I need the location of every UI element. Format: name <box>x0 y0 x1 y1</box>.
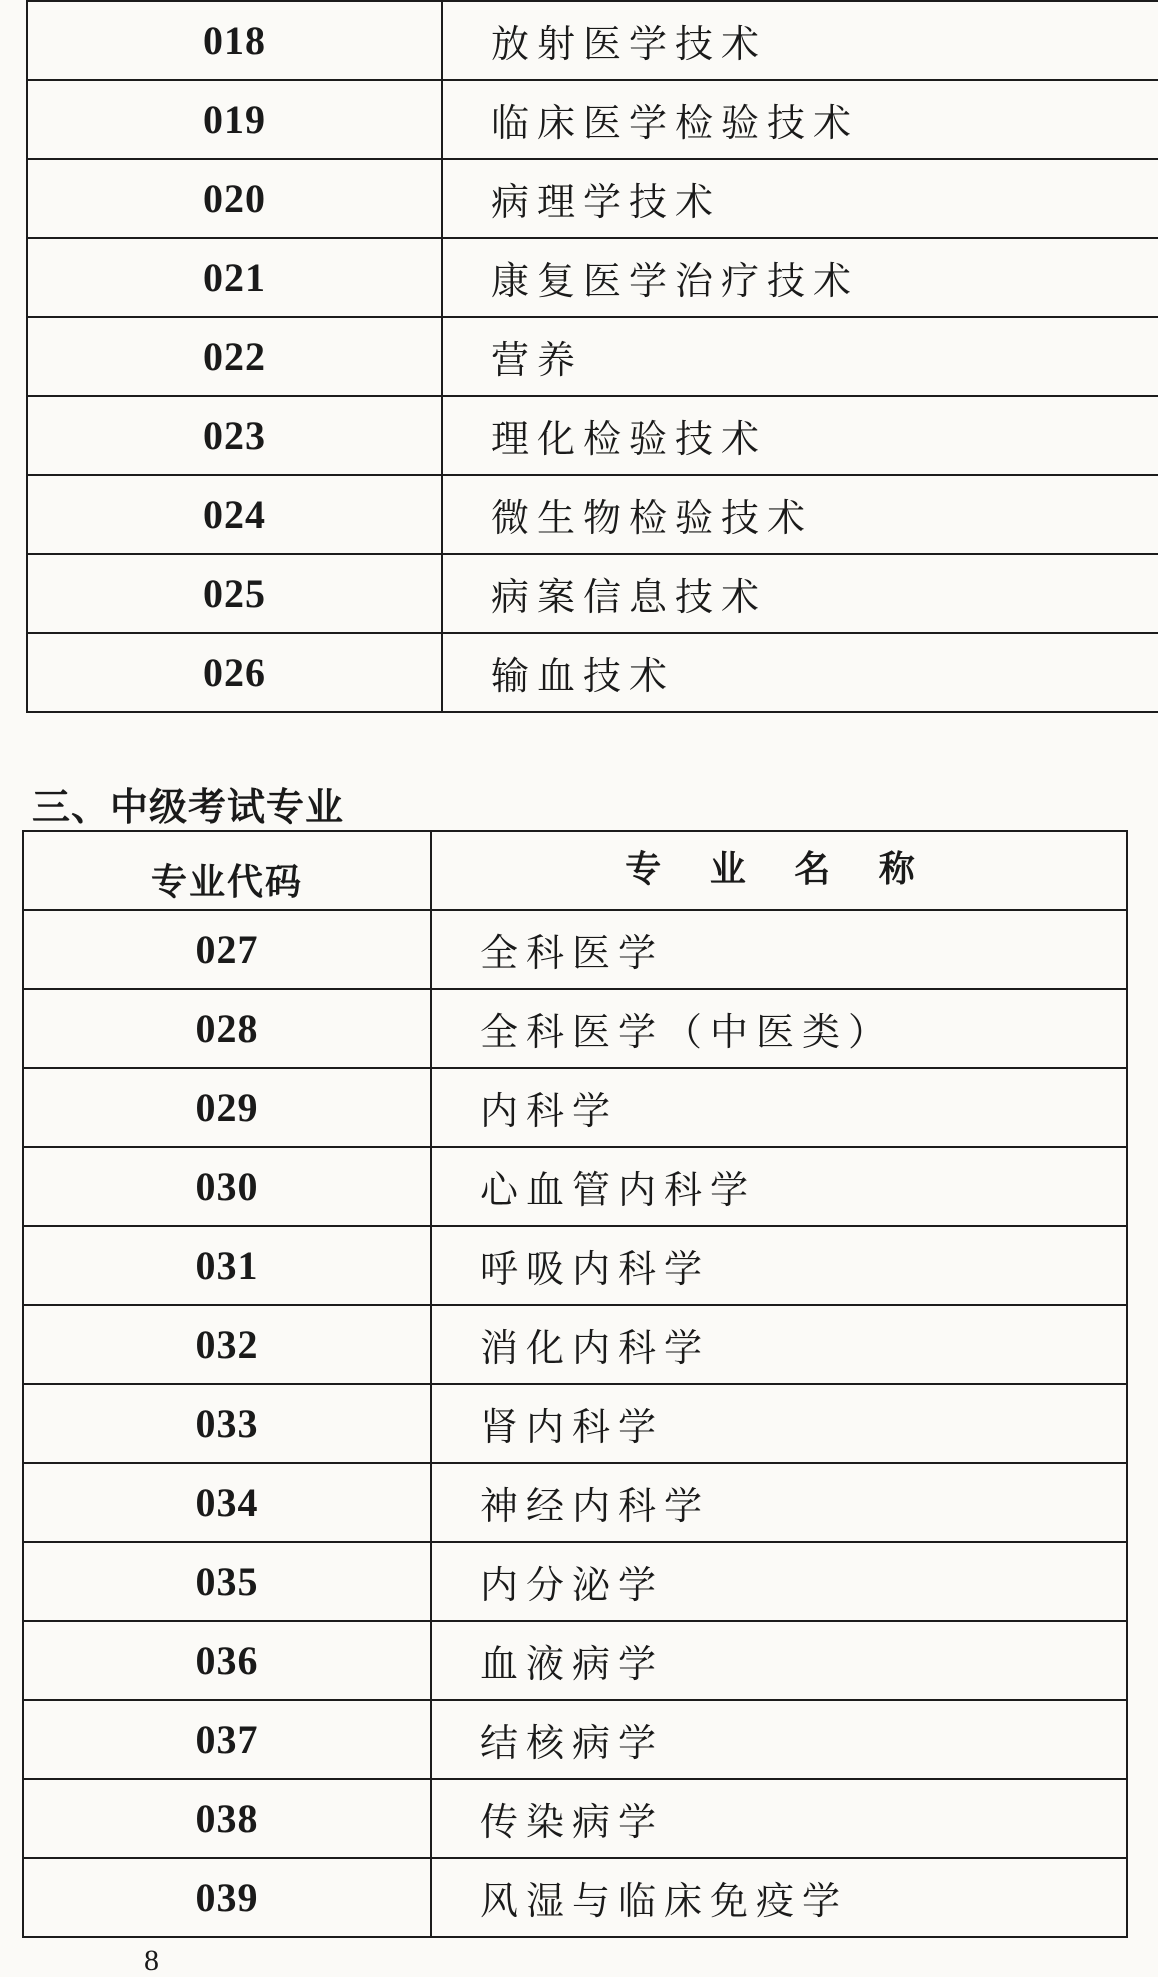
table-row <box>23 1542 1127 1621</box>
specialty-name: 营养 <box>442 317 1158 396</box>
specialty-name: 消化内科学 <box>431 1305 1127 1384</box>
table-row <box>23 1305 1127 1384</box>
specialty-name: 微生物检验技术 <box>442 475 1158 554</box>
specialty-name: 理化检验技术 <box>442 396 1158 475</box>
table-row <box>27 475 1158 554</box>
table-row <box>27 554 1158 633</box>
table-row <box>23 1384 1127 1463</box>
specialty-table-continued <box>26 0 1158 713</box>
specialty-name: 康复医学治疗技术 <box>442 238 1158 317</box>
specialty-name: 放射医学技术 <box>442 1 1158 80</box>
specialty-code: 024 <box>27 475 442 554</box>
specialty-name: 神经内科学 <box>431 1463 1127 1542</box>
table-row <box>27 396 1158 475</box>
table-header-row <box>23 831 1127 910</box>
table-row <box>23 1147 1127 1226</box>
table-row <box>23 1779 1127 1858</box>
specialty-name: 传染病学 <box>431 1779 1127 1858</box>
column-header-code: 专业代码 <box>23 831 431 910</box>
specialty-code: 036 <box>23 1621 431 1700</box>
specialty-code: 025 <box>27 554 442 633</box>
specialty-code: 030 <box>23 1147 431 1226</box>
intermediate-specialty-table <box>22 830 1128 1938</box>
column-header-name: 专 业 名 称 <box>431 831 1127 910</box>
specialty-code: 027 <box>23 910 431 989</box>
specialty-code: 028 <box>23 989 431 1068</box>
specialty-code: 039 <box>23 1858 431 1937</box>
specialty-code: 034 <box>23 1463 431 1542</box>
table-row <box>27 1 1158 80</box>
specialty-name: 呼吸内科学 <box>431 1226 1127 1305</box>
specialty-name: 内科学 <box>431 1068 1127 1147</box>
table-row <box>23 1700 1127 1779</box>
specialty-name: 心血管内科学 <box>431 1147 1127 1226</box>
specialty-name: 输血技术 <box>442 633 1158 712</box>
specialty-code: 021 <box>27 238 442 317</box>
page-number: 8 <box>144 1944 159 1977</box>
specialty-name: 内分泌学 <box>431 1542 1127 1621</box>
table-row <box>27 238 1158 317</box>
specialty-code: 029 <box>23 1068 431 1147</box>
specialty-name: 结核病学 <box>431 1700 1127 1779</box>
table-row <box>27 159 1158 238</box>
specialty-table-continued-body <box>27 1 1158 712</box>
specialty-name: 临床医学检验技术 <box>442 80 1158 159</box>
table-row <box>23 1463 1127 1542</box>
specialty-code: 032 <box>23 1305 431 1384</box>
specialty-code: 031 <box>23 1226 431 1305</box>
specialty-code: 019 <box>27 80 442 159</box>
table-row <box>23 1068 1127 1147</box>
specialty-name: 风湿与临床免疫学 <box>431 1858 1127 1937</box>
specialty-code: 023 <box>27 396 442 475</box>
table-row <box>23 1226 1127 1305</box>
specialty-name: 全科医学（中医类） <box>431 989 1127 1068</box>
specialty-name: 病案信息技术 <box>442 554 1158 633</box>
table-row <box>23 989 1127 1068</box>
specialty-name: 全科医学 <box>431 910 1127 989</box>
specialty-code: 020 <box>27 159 442 238</box>
table-row <box>23 1858 1127 1937</box>
intermediate-specialty-table-body <box>23 831 1127 1937</box>
specialty-name: 血液病学 <box>431 1621 1127 1700</box>
specialty-name: 肾内科学 <box>431 1384 1127 1463</box>
table-row <box>23 910 1127 989</box>
specialty-code: 038 <box>23 1779 431 1858</box>
specialty-code: 033 <box>23 1384 431 1463</box>
specialty-name: 病理学技术 <box>442 159 1158 238</box>
section-heading: 三、中级考试专业 <box>32 785 345 829</box>
table-row <box>27 633 1158 712</box>
specialty-code: 037 <box>23 1700 431 1779</box>
specialty-code: 018 <box>27 1 442 80</box>
specialty-code: 035 <box>23 1542 431 1621</box>
specialty-code: 022 <box>27 317 442 396</box>
table-row <box>27 80 1158 159</box>
table-row <box>27 317 1158 396</box>
specialty-code: 026 <box>27 633 442 712</box>
table-row <box>23 1621 1127 1700</box>
